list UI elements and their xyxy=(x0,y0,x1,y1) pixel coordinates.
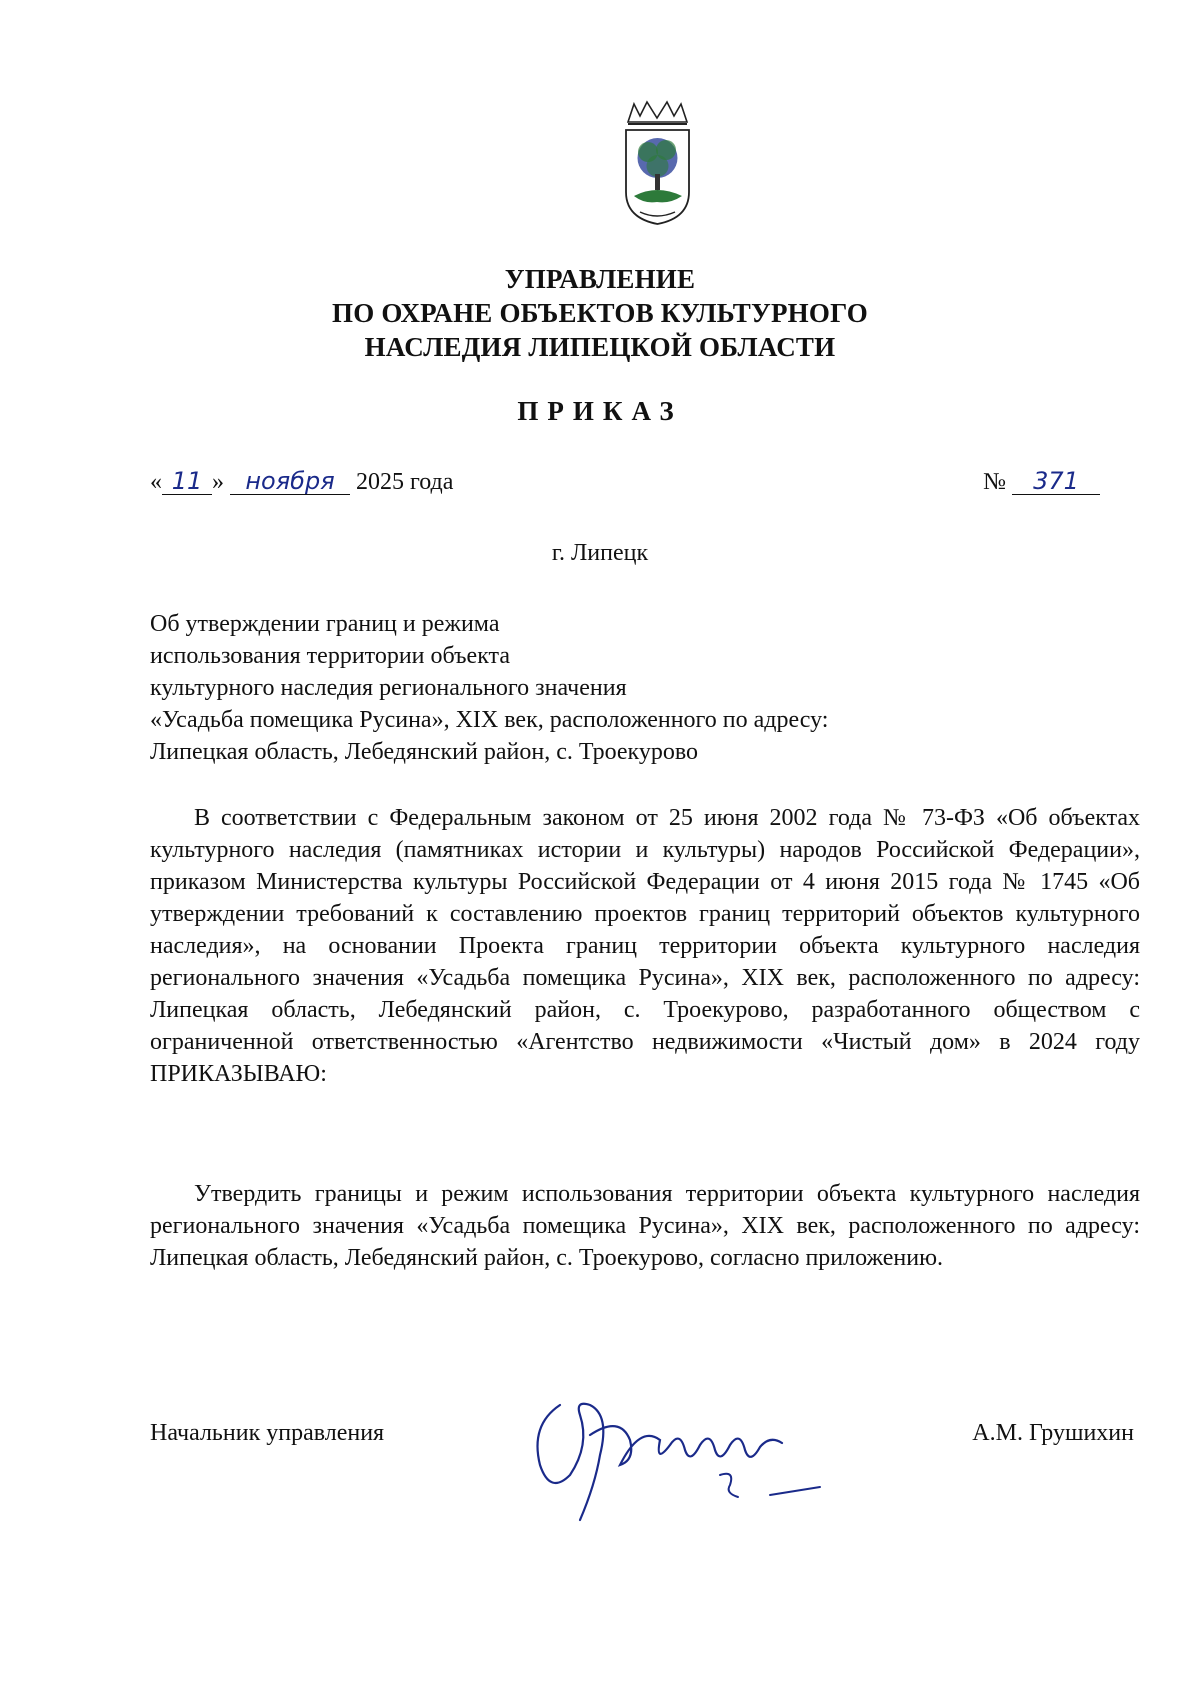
issuing-authority xyxy=(0,262,1200,364)
subject-line: «Усадьба помещика Русина», XIX век, расположенного по адресу: xyxy=(150,707,829,733)
number-value: 371 xyxy=(1012,468,1100,495)
city: г. Липецк xyxy=(551,540,649,566)
authority-line-2: ПО ОХРАНЕ ОБЪЕКТОВ КУЛЬТУРНОГО xyxy=(332,298,868,328)
subject-line: использования территории объекта xyxy=(150,643,510,669)
subject-line: Липецкая область, Лебедянский район, с. Троекурово xyxy=(150,739,699,765)
coat-of-arms-icon xyxy=(620,100,695,230)
document-subject xyxy=(150,608,828,768)
authority-line-1: УПРАВЛЕНИЕ xyxy=(504,264,696,294)
number-label: № xyxy=(983,469,1006,495)
date-year: 2025 года xyxy=(356,469,454,495)
document-date xyxy=(150,468,453,496)
signature-icon xyxy=(520,1385,860,1535)
signatory-name: А.М. Грушихин xyxy=(972,1420,1134,1446)
subject-line: Об утверждении границ и режима xyxy=(150,611,500,637)
date-day: 11 xyxy=(162,468,212,495)
date-month: ноября xyxy=(230,468,350,495)
authority-line-3: НАСЛЕДИЯ ЛИПЕЦКОЙ ОБЛАСТИ xyxy=(364,332,836,362)
subject-line: культурного наследия регионального значения xyxy=(150,675,627,701)
document-number xyxy=(983,468,1100,496)
date-open-quote: « xyxy=(150,469,162,495)
date-close-quote: » xyxy=(212,469,224,495)
preamble-paragraph: В соответствии с Федеральным законом от 25 июня 2002 года № 73-ФЗ «Об объектах культурного наследия (памятниках истории и культуры) народов Российской Федерации», приказом Министерства культуры Российской Федерации от 4 июня 2015 года № 1745 «Об утверждении требований к составлению проектов границ территорий объектов культурного наследия», на основании Проекта границ территории объекта культурного наследия регионального значения «Усадьба помещика Русина», XIX век, расположенного по адресу: Липецкая область, Лебедянский район, с. Троекурово, разработанного обществом с ограниченной ответственностью «Агентство недвижимости «Чистый дом» в 2024 году ПРИКАЗЫВАЮ: xyxy=(150,805,1140,1087)
signatory-title: Начальник управления xyxy=(150,1420,385,1446)
document-type: ПРИКАЗ xyxy=(517,396,683,426)
order-paragraph: Утвердить границы и режим использования территории объекта культурного наследия регионального значения «Усадьба помещика Русина», XIX век, расположенного по адресу: Липецкая область, Лебедянский район, с. Троекурово, согласно приложению. xyxy=(150,1181,1140,1271)
